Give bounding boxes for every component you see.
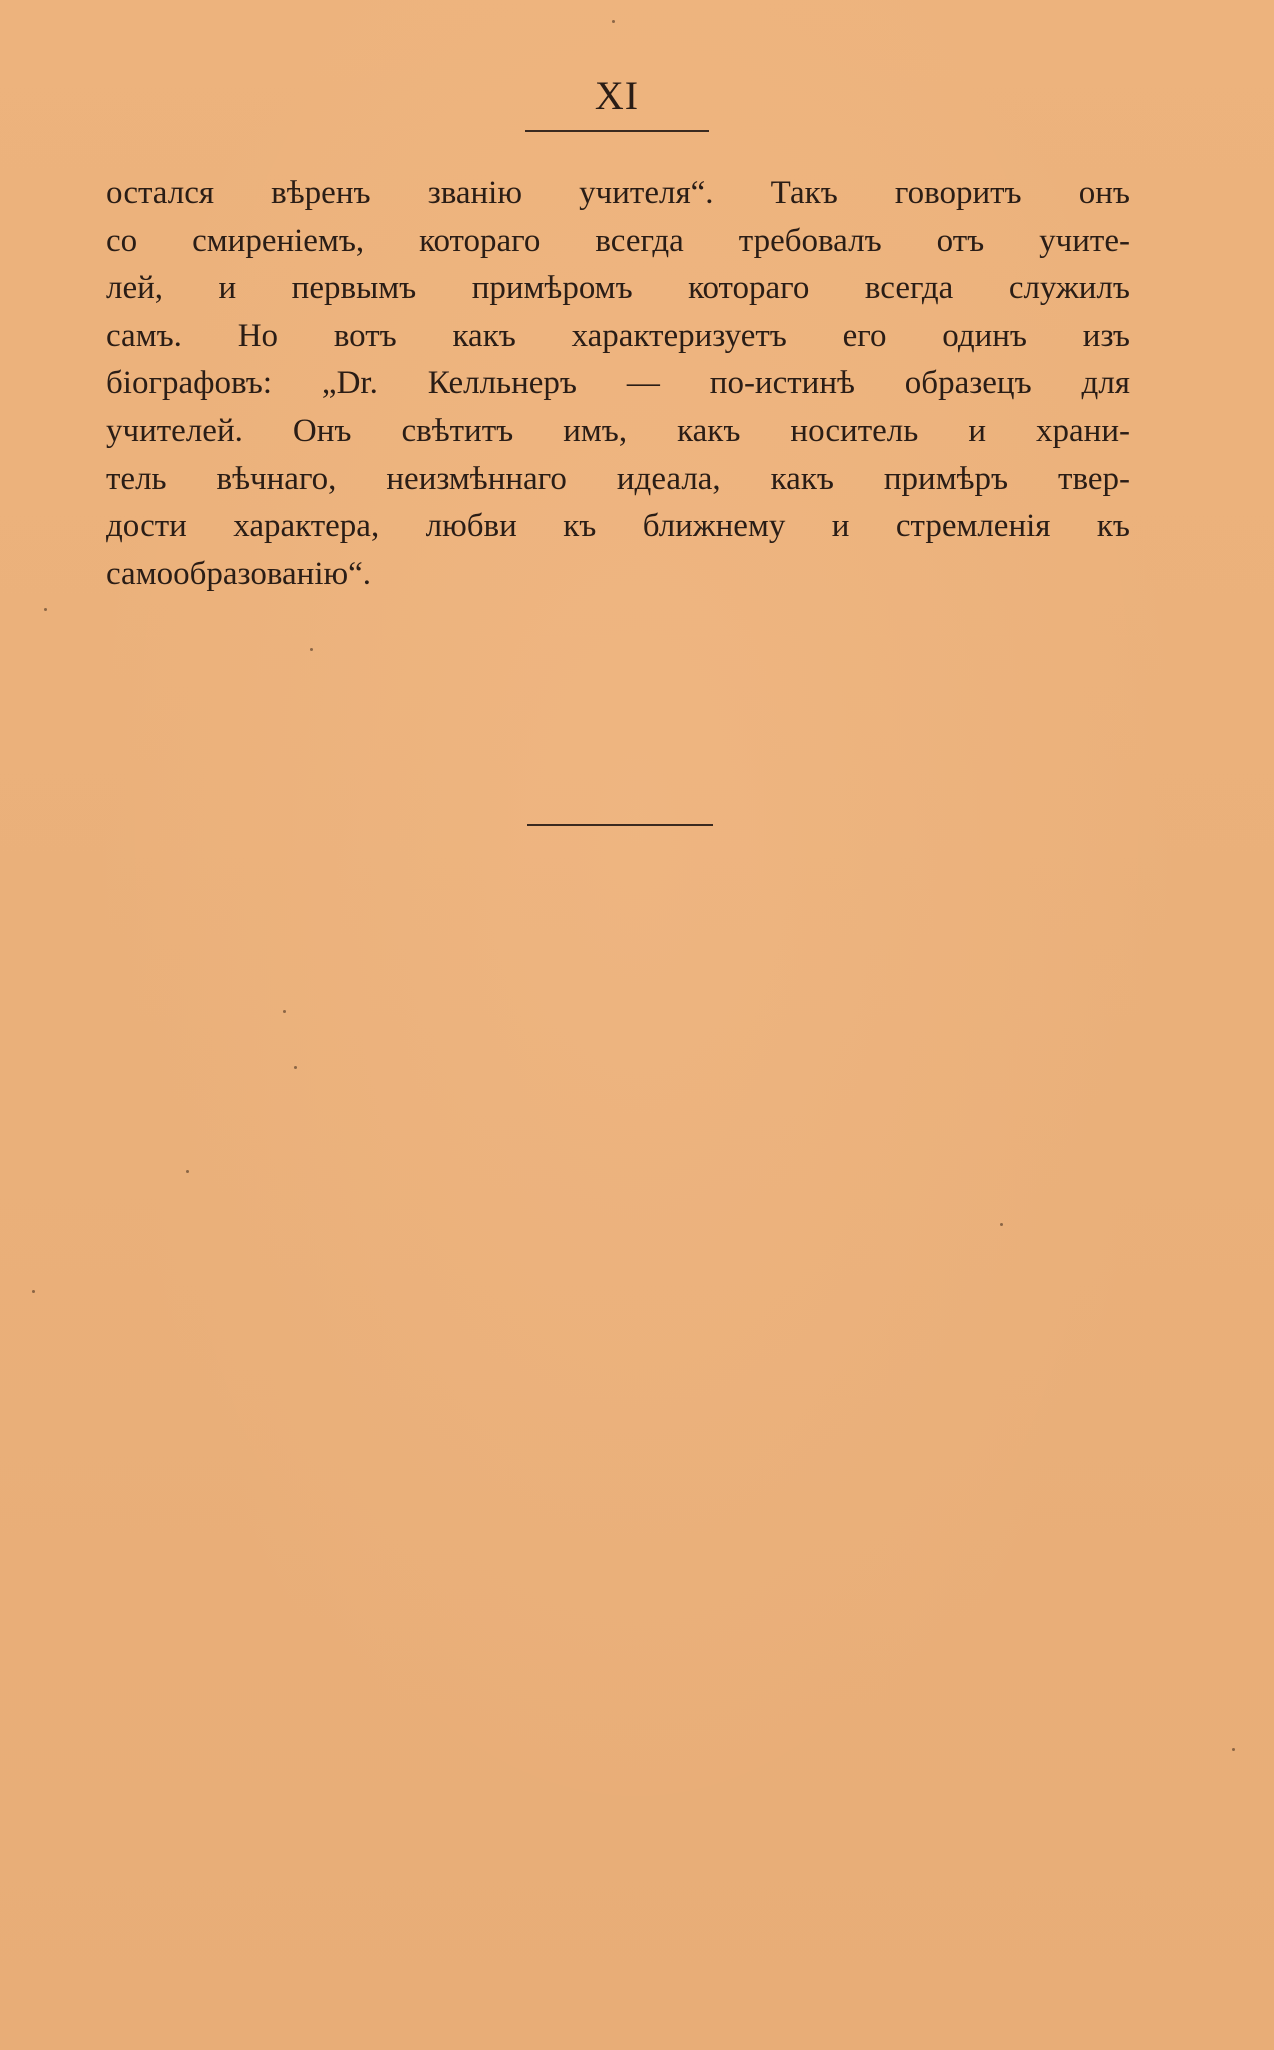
header-rule [525,130,709,132]
paper-speck [310,648,313,651]
text-line: самъ. Но вотъ какъ характеризуетъ его одинъ изъ [106,317,1130,354]
text-line: самообразованію“. [106,555,372,592]
paper-speck [283,1010,286,1013]
paper-speck [44,608,47,611]
paper-speck [1232,1748,1235,1751]
text-line: дости характера, любви къ ближнему и стремленія къ [106,508,1130,545]
text-line: со смиреніемъ, котораго всегда требовалъ отъ учите- [106,222,1130,259]
paper-speck [612,20,615,23]
text-line: лей, и первымъ примѣромъ котораго всегда служилъ [106,270,1130,307]
text-line: біографовъ: „Dr. Келльнеръ — по-истинѣ образецъ для [106,365,1130,402]
paper-speck [32,1290,35,1293]
text-line: остался вѣренъ званію учителя“. Такъ говоритъ онъ [106,175,1130,211]
text-line: учителей. Онъ свѣтитъ имъ, какъ носитель и храни- [106,412,1130,449]
paper-speck [1000,1223,1003,1226]
paper-speck [186,1170,189,1173]
text-line: тель вѣчнаго, неизмѣннаго идеала, какъ примѣръ твер- [106,460,1130,497]
body-paragraph [106,170,1130,598]
section-end-rule [527,824,713,826]
paper-speck [294,1066,297,1069]
page-number: XI [594,73,640,118]
